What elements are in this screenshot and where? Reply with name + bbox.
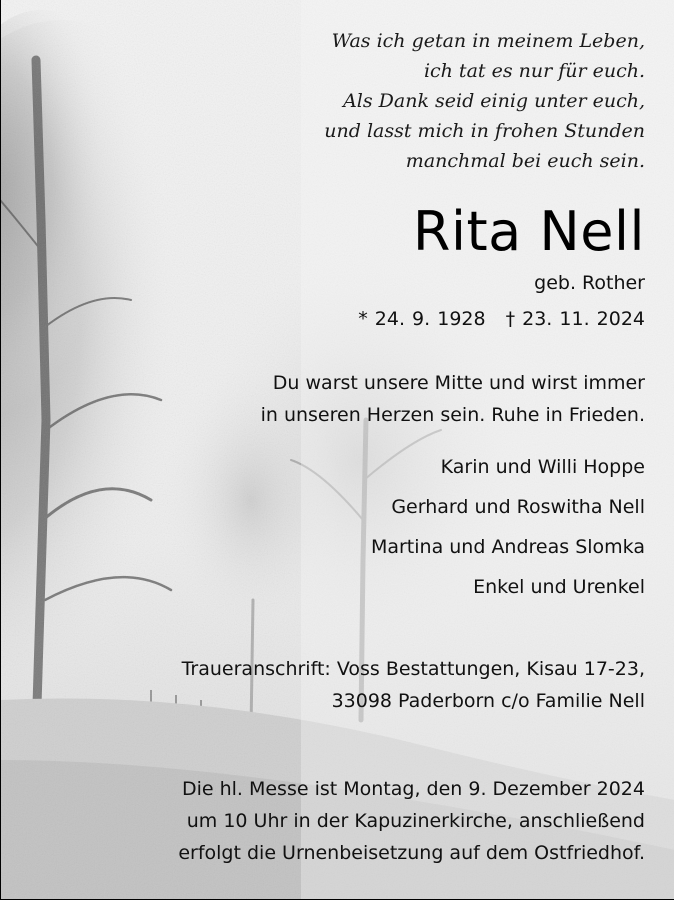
mourner-name: Enkel und Urenkel xyxy=(473,576,645,598)
birth-date: * 24. 9. 1928 xyxy=(358,308,486,330)
service-line: um 10 Uhr in der Kapuzinerkirche, anschließend xyxy=(186,810,645,832)
life-dates xyxy=(358,308,645,330)
poem-line: ich tat es nur für euch. xyxy=(423,60,645,82)
poem-line: manchmal bei euch sein. xyxy=(405,150,645,172)
address-line: Traueranschrift: Voss Bestattungen, Kisau 17-23, xyxy=(181,658,645,680)
service-line: erfolgt die Urnenbeisetzung auf dem Ostfriedhof. xyxy=(178,842,645,864)
death-date: † 23. 11. 2024 xyxy=(505,308,645,330)
mourner-name: Gerhard und Roswitha Nell xyxy=(391,496,645,518)
tribute-line: Du warst unsere Mitte und wirst immer xyxy=(272,372,645,394)
poem-line: Als Dank seid einig unter euch, xyxy=(343,90,645,112)
mourner-name: Karin und Willi Hoppe xyxy=(440,456,645,478)
address-line: 33098 Paderborn c/o Familie Nell xyxy=(331,690,645,712)
tribute-line: in unseren Herzen sein. Ruhe in Frieden. xyxy=(260,404,645,426)
notice-text-area xyxy=(1,0,674,900)
poem-line: und lasst mich in frohen Stunden xyxy=(324,120,645,142)
birth-name: geb. Rother xyxy=(534,272,645,294)
poem-line: Was ich getan in meinem Leben, xyxy=(331,30,645,52)
deceased-name: Rita Nell xyxy=(412,200,645,263)
service-line: Die hl. Messe ist Montag, den 9. Dezember 2024 xyxy=(181,778,645,800)
mourner-name: Martina und Andreas Slomka xyxy=(370,536,645,558)
